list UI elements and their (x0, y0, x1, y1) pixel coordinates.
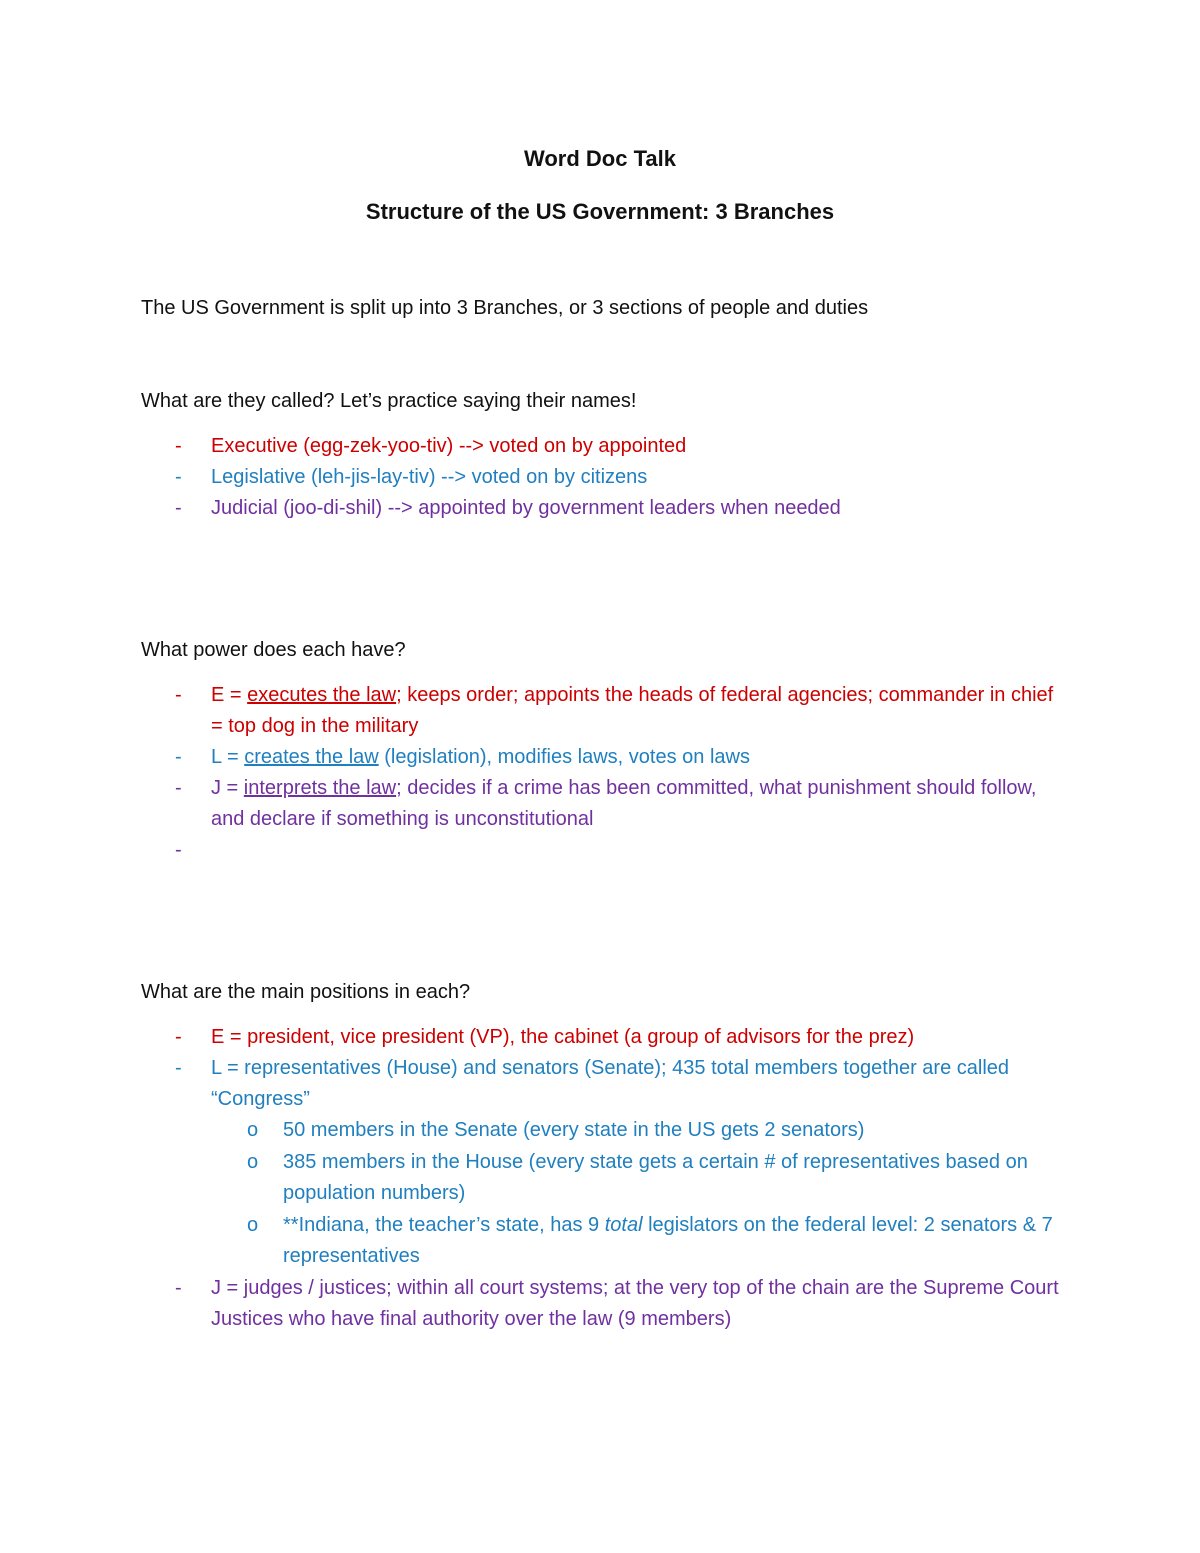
list-item-legislative-name (175, 462, 1065, 493)
page-subtitle: Structure of the US Government: 3 Branches (365, 199, 835, 224)
dash-bullet: - (175, 684, 182, 706)
list-item-text: Legislative (leh-jis-lay-tiv) --> voted on by citizens (211, 466, 648, 488)
dash-bullet: - (175, 466, 182, 488)
sub-item-text: 385 members in the House (every state gets a certain # of representatives based on population numbers) (283, 1151, 1028, 1204)
rest-text: (legislation), modifies laws, votes on laws (378, 746, 750, 768)
dash-bullet: - (175, 1026, 182, 1048)
dash-bullet: - (175, 746, 182, 768)
dash-bullet: - (175, 1057, 182, 1079)
list-item-text (211, 680, 1065, 742)
italic-word: total (604, 1214, 643, 1236)
list-item-legislative-positions (175, 1053, 1065, 1115)
circle-bullet: o (247, 1119, 259, 1141)
prefix: L = (211, 746, 245, 768)
circle-bullet: o (247, 1151, 259, 1173)
prefix: J = (211, 777, 244, 799)
dash-bullet: - (175, 839, 182, 861)
dash-bullet: - (175, 777, 182, 799)
list-item-text: E = president, vice president (VP), the cabinet (a group of advisors for the prez) (211, 1026, 915, 1048)
list-item-text: J = judges / justices; within all court systems; at the very top of the chain are the Supreme Court Justices who have final authority over the law (9 members) (211, 1277, 1059, 1330)
sub-item-text (283, 1210, 1067, 1272)
prefix: E = (211, 684, 248, 706)
intro-paragraph: The US Government is split up into 3 Branches, or 3 sections of people and duties (141, 297, 869, 319)
list-item-text (211, 742, 1065, 773)
sub-item-text: 50 members in the Senate (every state in the US gets 2 senators) (283, 1119, 865, 1141)
list-item-text (211, 773, 1065, 835)
list-item-executive-positions (175, 1022, 1065, 1053)
sub-item-indiana (247, 1210, 1067, 1272)
list-item-text: Executive (egg-zek-yoo-tiv) --> voted on by appointed (211, 435, 687, 457)
sub-item-senate (247, 1115, 1067, 1146)
rest-text: ; decides if a crime has been committed, what punishment should follow, and declare if something is unconstitutional (211, 777, 1037, 830)
underlined-phrase: creates the law (244, 746, 379, 768)
text-before: **Indiana, the teacher’s state, has 9 (283, 1214, 605, 1236)
underlined-phrase: executes the law (247, 684, 397, 706)
list-item-judicial-power (175, 773, 1065, 835)
list-item-executive-name (175, 431, 1065, 462)
list-item-judicial-positions (175, 1273, 1065, 1335)
list-item-text: Judicial (joo-di-shil) --> appointed by government leaders when needed (211, 497, 841, 519)
dash-bullet: - (175, 435, 182, 457)
circle-bullet: o (247, 1214, 259, 1236)
positions-question: What are the main positions in each? (141, 981, 471, 1003)
list-item-text: L = representatives (House) and senators (Senate); 435 total members together are called “Congress” (211, 1057, 1010, 1110)
list-item-legislative-power (175, 742, 1065, 773)
names-question: What are they called? Let’s practice saying their names! (141, 390, 637, 412)
list-item-judicial-name (175, 493, 1065, 524)
rest-text: ; keeps order; appoints the heads of federal agencies; commander in chief = top dog in the military (211, 684, 1054, 737)
power-question: What power does each have? (141, 639, 406, 661)
page-title: Word Doc Talk (524, 146, 676, 171)
dash-bullet: - (175, 497, 182, 519)
underlined-phrase: interprets the law (243, 777, 397, 799)
text-after: legislators on the federal level: 2 senators & 7 representatives (283, 1214, 1053, 1267)
list-item-executive-power (175, 680, 1065, 742)
dash-bullet: - (175, 1277, 182, 1299)
sub-item-house (247, 1147, 1067, 1209)
